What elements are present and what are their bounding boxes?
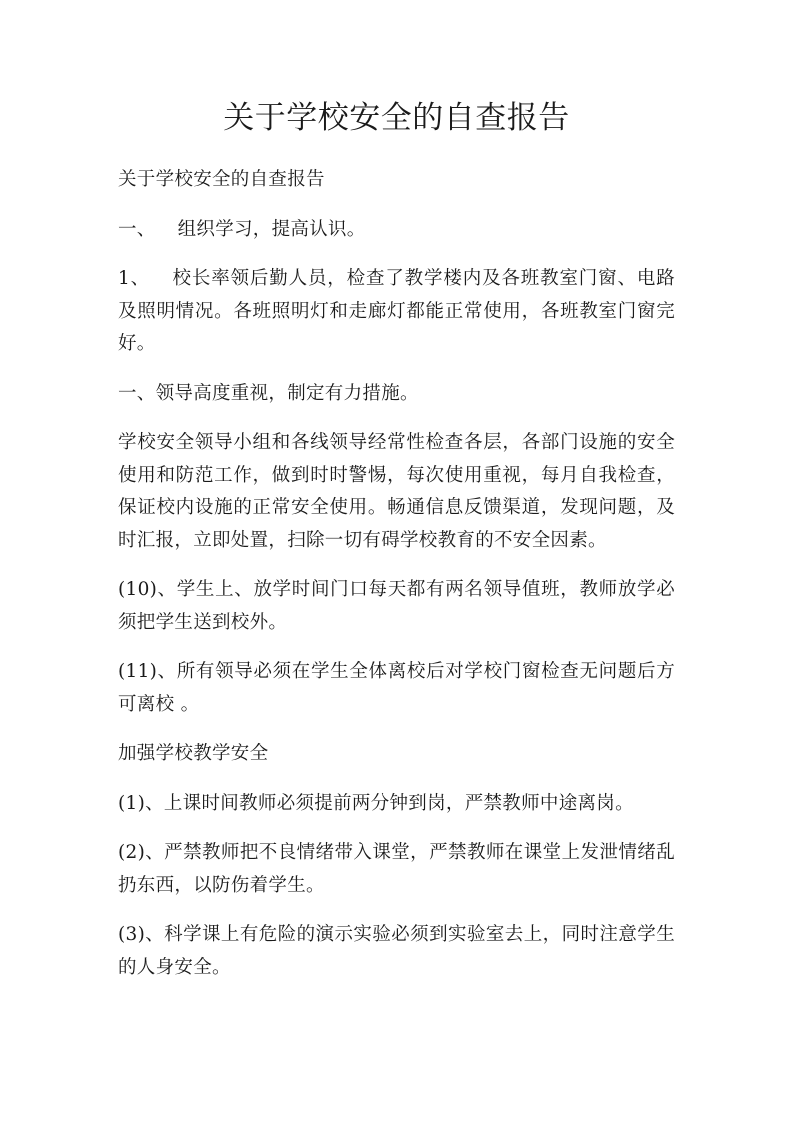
section-number: 一、 [118,218,156,240]
item-paragraph-11: (11)、所有领导必须在学生全体离校后对学校门窗检查无问题后方可离校 。 [118,661,675,715]
body-paragraph-safety-group: 学校安全领导小组和各线领导经常性检查各层，各部门设施的安全使用和防范工作，做到时时警惕，每次使用重视，每月自我检查，保证校内设施的正常安全使用。畅通信息反馈渠道，发现问题，及时汇报，立即处置，扫除一切有碍学校教育的不安全因素。 [118,432,675,551]
item-text: 校长率领后勤人员，检查了教学楼内及各班教室门窗、电路及照明情况。各班照明灯和走廊灯都能正常使用，各班教室门窗完好。 [118,268,675,354]
document-body [118,164,675,984]
item-number: 1、 [118,268,150,289]
subtitle-paragraph: 关于学校安全的自查报告 [118,169,325,190]
section-heading-teaching-safety: 加强学校教学安全 [118,743,269,764]
item-paragraph-p1: (1)、上课时间教师必须提前两分钟到岗，严禁教师中途离岗。 [118,792,634,814]
section-heading-text: 组织学习，提高认识。 [177,218,366,240]
item-paragraph-p2: (2)、严禁教师把不良情绪带入课堂，严禁教师在课堂上发泄情绪乱扔东西，以防伤着学生。 [118,842,675,896]
section-heading-leadership: 一、领导高度重视，制定有力措施。 [118,382,419,404]
item-paragraph-p3: (3)、科学课上有危险的演示实验必须到实验室去上，同时注意学生的人身安全。 [118,924,675,978]
item-paragraph-inspection [118,263,675,361]
section-heading-organize-study [118,214,675,247]
item-paragraph-10: (10)、学生上、放学时间门口每天都有两名领导值班，教师放学必须把学生送到校外。 [118,579,675,633]
document-title: 关于学校安全的自查报告 [223,100,570,136]
